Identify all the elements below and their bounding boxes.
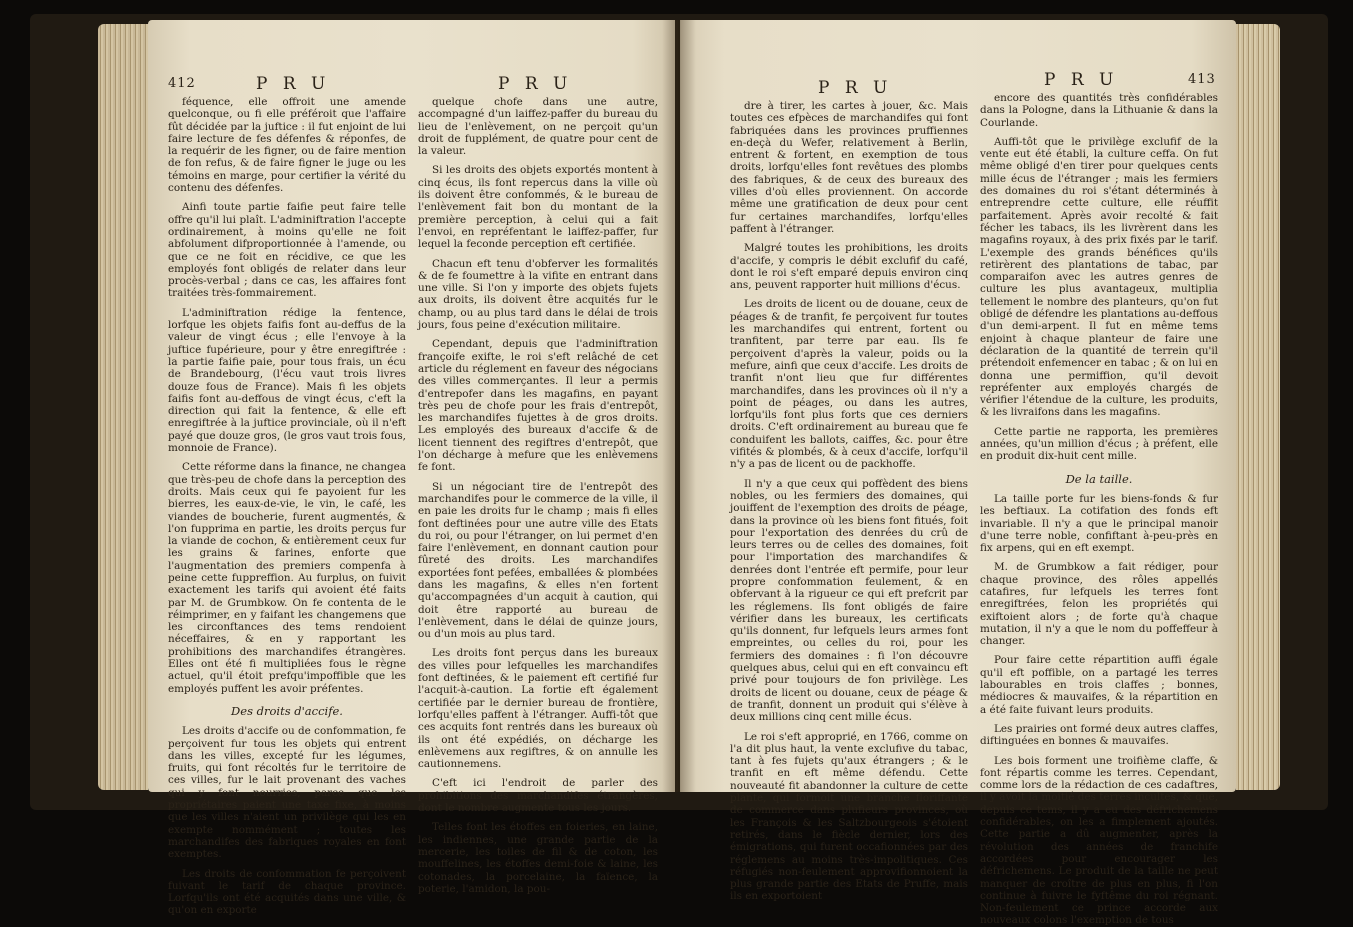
section-heading: De la taille.: [1065, 471, 1133, 486]
paragraph: Ainfi toute partie faifie peut faire telle offre qu'il lui plaît. L'adminiftration l'accepte ordinairement, à moins qu'elle ne foit abfolument difproportionnée à l'amende, ou que ce ne foit en récidive, ce que les employés font obligés de relater dans leur procès-verbal ; dans ce cas, les affaires font traitées très-fommairement.: [168, 201, 406, 300]
paragraph: C'eft ici l'endroit de parler des prohibitions des marchandifes étrangères, dont le nombre augmente tous les jours.: [418, 777, 658, 815]
paragraph: Cependant, depuis que l'adminiftration françoife exifte, le roi s'eft relâché de cet article du réglement en faveur des négocians des villes commerçantes. Il leur a permis d'entrepofer dans les magafins, en payant très peu de chofe pour les frais d'entrepôt, les marchandifes fujettes à de gros droits. Les employés des bureaux d'accife & de licent tiennent des regiftres d'entrepôt, que l'on décharge à mefure que les enlèvemens fe font.: [418, 338, 658, 474]
page-number-left: 412: [168, 76, 196, 91]
right-column-1: [730, 100, 968, 903]
paragraph: Les droits d'accife ou de confommation, fe perçoivent fur tous les objets qui entrent dans les villes, excepté fur les légumes, fruits, qui font récoltés fur le territoire de ces villes, fur le lait provenant des vaches qui y font nourries, parce que les propriétaires paient une taxe fixe, à moins que les villes n'aient un privilège qui les en exempte nommément ; toutes les marchandifes des fabriques royales en font exemptes.: [168, 725, 406, 861]
paragraph: Telles font les étoffes en foieries, en laine, les indiennes, une grande partie de la mercerie, les toiles de fil & de coton, les mouffelines, les étoffes demi-foie & laine, les cotonades, la porcelaine, la faïence, la poterie, l'amidon, la pou-: [418, 821, 658, 895]
paragraph: Chacun eft tenu d'obferver les formalités & de fe foumettre à la vifite en entrant dans une ville. Si l'on y importe des objets fujets aux droits, ils doivent être acquités fur le champ, ou au plus tard dans le délai de trois jours, fous peine d'exécution militaire.: [418, 257, 658, 332]
paragraph: Si les droits des objets exportés montent à cinq écus, ils font repercus dans la ville où ils doivent être confommés, & le bureau de l'enlèvement fait bon du montant de la première perception, à celui qui a fait l'envoi, en repréfentant le laiffez-paffer, fur lequel la feconde perception eft certifiée.: [418, 164, 658, 251]
right-column-2: [980, 92, 1218, 927]
paragraph: encore des quantités très confidérables dans la Pologne, dans la Lithuanie & dans la Courlande.: [980, 92, 1218, 129]
left-column-2: [418, 96, 658, 895]
running-head-right-2: P R U: [1044, 70, 1119, 90]
running-head-right-1: P R U: [818, 78, 893, 98]
paragraph: Les prairies ont formé deux autres claffes, diftinguées en bonnes & mauvaifes.: [980, 722, 1218, 748]
running-head-left-2: P R U: [498, 74, 573, 94]
book-gutter: [662, 20, 696, 792]
page-number-right: 413: [1188, 72, 1216, 87]
left-page: [148, 20, 675, 917]
paragraph: Malgré toutes les prohibitions, les droits d'accife, y compris le débit exclufif du café, dont le roi s'eft emparé depuis environ cinq ans, peuvent rapporter huit millions d'écus.: [730, 242, 968, 292]
left-column-1: [168, 96, 406, 917]
paragraph: Les droits de licent ou de douane, ceux de péages & de tranfit, fe perçoivent fur toutes les marchandifes qui entrent, fortent ou tranfitent, par terre par eau. Ils fe perçoivent d'après la valeur, poids ou la mefure, ainfi que ceux d'accife. Les droits de tranfit n'ont lieu que fur différentes marchandifes, dans les provinces où il n'y a point de péages, ou dans les autres, lorfqu'ils font plus forts que ces derniers droits. C'eft ordinairement au bureau que fe conduifent les ballots, caiffes, &c. pour être vifités & plombés, & à ceux d'accife, lorfqu'il n'y a pas de licent ou de packhoffe.: [730, 298, 968, 471]
paragraph: quelque chofe dans une autre, accompagné d'un laiffez-paffer du bureau du lieu de l'enlèvement, on ne perçoit qu'un droit de fupplément, de quatre pour cent de la valeur.: [418, 96, 658, 158]
paragraph: dre à tirer, les cartes à jouer, &c. Mais toutes ces efpèces de marchandifes qui font fabriquées dans les provinces pruffiennes en-deçà du Wefer, relativement à Berlin, entrent & fortent, en exemption de tous droits, lorfqu'elles font revêtues des plombs des fabriques, & de ceux des bureaux des villes d'où elles proviennent. On accorde même une gratification de deux pour cent fur certaines marchandifes, lorfqu'elles paffent à l'étranger.: [730, 100, 968, 235]
page-edges-left: [98, 24, 148, 790]
paragraph: Il n'y a que ceux qui poffèdent des biens nobles, ou les fermiers des domaines, qui jouiffent de l'exemption des droits de péage, dans la province où les biens font fitués, foit pour l'exportation des denrées du crû de leurs terres ou de celles des domaines, foit pour l'importation des marchandifes & denrées dont l'entrée eft permife, pour leur propre confommation feulement, & en obfervant à la rigueur ce qui eft prefcrit par les réglemens. Ils font obligés de faire vérifier dans les bureaux, les certificats qu'ils donnent, fur lefquels leurs armes font empreintes, ou celles du roi, pour les fermiers des domaines : fi l'on découvre quelques abus, celui qui en eft convaincu eft privé pour toujours de fon privilège. Les droits de licent ou douane, ceux de péage & de tranfit, donnent un produit qui s'élève à deux millions cinq cent mille écus.: [730, 477, 968, 724]
page-edges-right: [1236, 24, 1280, 790]
paragraph: Cette réforme dans la finance, ne changea que très-peu de chofe dans la perception des droits. Mais ceux qui fe payoient fur les bierres, les eaux-de-vie, le vin, le café, les viandes de boucherie, furent augmentés, & l'on fupprima en partie, les droits perçus fur la viande de cochon, & entièrement ceux fur les grains & farines, enforte que l'augmentation des premiers compenfa à peine cette fuppreffion. Au furplus, on fuivit exactement les tarifs qui avoient été faits par M. de Grumbkow. On fe contenta de le réimprimer, en y faifant les changemens que les circonftances des tems rendoient néceffaires, & en y rapportant les prohibitions des marchandifes étrangères. Elles ont été fi multipliées fous le règne actuel, qu'il étoit prefqu'impoffible que les employés puffent les avoir préfentes.: [168, 461, 407, 695]
paragraph: M. de Grumbkow a fait rédiger, pour chaque province, des rôles appellés catafires, fur lefquels les terres font enregiftrées, felon les propriétés qui exiftoient alors ; de forte qu'à chaque mutation, il n'y a que le nom du poffeffeur à changer.: [980, 561, 1218, 648]
paragraph: Auffi-tôt que le privilège exclufif de la vente eut été établi, la culture ceffa. On fut même obligé d'en tirer pour quelques cents mille écus de l'étranger ; mais les fermiers des domaines du roi s'étant déterminés à entreprendre cette culture, elle réuffit parfaitement. Après avoir recolté & fait fécher les tabacs, ils les livrèrent dans les magafins royaux, à des prix fixés par le tarif. L'exemple des grands bénéfices qu'ils retirèrent des plantations de tabac, par comparaifon avec les autres genres de culture les plus avantageux, multiplia tellement le nombre des planteurs, qu'on fut obligé de défendre les plantations au-deffous d'un demi-arpent. Il fut en même tems enjoint à chaque planteur de faire une déclaration de la quantité de terrein qu'il prétendoit enfemencer en tabac ; & on lui en donna une permiffion, qu'il devoit repréfenter aux employés chargés de vérifier l'étendue de la culture, les produits, & les livraifons dans les magafins.: [980, 135, 1218, 419]
right-page: [680, 20, 1236, 927]
paragraph: féquence, elle offroit une amende quelconque, ou fi elle préféroit que l'affaire fût décidée par la juftice : il fut enjoint de lui faire lecture de fes défenfes & réponfes, de la requérir de les figner, ou de faire mention de fon refus, & de faire figner le juge ou les témoins en marge, pour certifier la vérité du contenu des défenfes.: [168, 96, 406, 195]
running-head-left-1: P R U: [256, 74, 331, 94]
paragraph: Pour faire cette répartition auffi égale qu'il eft poffible, on a partagé les terres labourables en trois claffes ; bonnes, médiocres & mauvaifes, & la répartition en a été faite fuivant leurs produits.: [980, 654, 1218, 716]
paragraph: Les droits font perçus dans les bureaux des villes pour lefquelles les marchandifes font deftinées, & le paiement eft certifié fur l'acquit-à-caution. La fortie eft également certifiée par le dernier bureau de frontière, lorfqu'elles paffent à l'étranger. Auffi-tôt que ces acquits font rentrés dans les bureaux où ils ont été expédiés, on décharge les enlèvemens aux regiftres, & on annulle les cautionnemens.: [418, 647, 658, 771]
paragraph: Cette partie ne rapporta, les premières années, qu'un million d'écus ; à préfent, elle en produit dix-huit cent mille.: [980, 425, 1218, 463]
paragraph: La taille porte fur les biens-fonds & fur les beftiaux. La cotifation des fonds eft invariable. Il n'y a que le principal manoir d'une terre noble, confiftant à-peu-près en fix arpens, qui en eft exempt.: [980, 492, 1218, 555]
paragraph: Le roi s'eft approprié, en 1766, comme on l'a dit plus haut, la vente exclufive du tabac, tant à fes fujets qu'aux étrangers ; & le tranfit en eft même défendu. Cette nouveauté fit abandonner la culture de cette plante, qui formoit une branche floriffante de commerce dans plufieurs provinces, où les François & les Saltzbourgeois s'étoient retirés, dans le fiècle dernier, lors des émigrations, qui furent occafionnées par des réglemens au moins très-impolitiques. Ces réfugiés non-feulement approvifionnoient la plus grande partie des Etats de Pruffe, mais ils en exportoient: [730, 730, 968, 903]
paragraph: L'adminiftration rédige la fentence, lorfque les objets faifis font au-deffus de la valeur de vingt écus ; elle l'envoye à la juftice fupérieure, pour y être enregiftrée : la partie faifie paie, pour tous frais, un écu de Brandebourg, (l'écu vaut trois livres douze fous de France). Mais fi les objets faifis font au-deffous de vingt écus, c'eft la direction qui fait la fentence, & elle eft enregiftrée à la juftice provinciale, où il n'eft payé que douze gros, (le gros vaut trois fous, monnoie de France).: [168, 306, 406, 455]
paragraph: Les bois forment une troifième claffe, & font répartis comme les terres. Cependant, comme lors de la rédaction de ces cadaftres, il y avoit la moitié des terres incultes, & que, depuis ce tems, il y a eu des défrichemens confidérables, on les a fimplement ajoutés. Cette partie a dû augmenter, après la révolution des années de franchife accordées pour encourager les défrichemens. Le produit de la taille ne peut manquer de croître de plus en plus, fi l'on continue à fuivre le fyftême du roi régnant. Non-feulement ce prince accorde aux nouveaux colons l'exemption de tous: [980, 754, 1218, 927]
paragraph: Si un négociant tire de l'entrepôt des marchandifes pour le commerce de la ville, il en paie les droits fur le champ ; mais fi elles font deftinées pour une autre ville des Etats du roi, ou pour l'étranger, on lui permet d'en faire l'enlèvement, en donnant caution pour fûreté des droits. Les marchandifes exportées font pefées, emballées & plombées dans les magafins, & elles n'en fortent qu'accompagnées d'un acquit à caution, qui doit être rapporté au bureau de l'enlèvement, dans le délai de quinze jours, ou d'un mois au plus tard.: [418, 480, 658, 641]
paragraph: Les droits de confommation fe perçoivent fuivant le tarif de chaque province. Lorfqu'ils ont été acquités dans une ville, & qu'on en exporte: [168, 867, 406, 917]
section-heading: Des droits d'accife.: [231, 703, 343, 718]
